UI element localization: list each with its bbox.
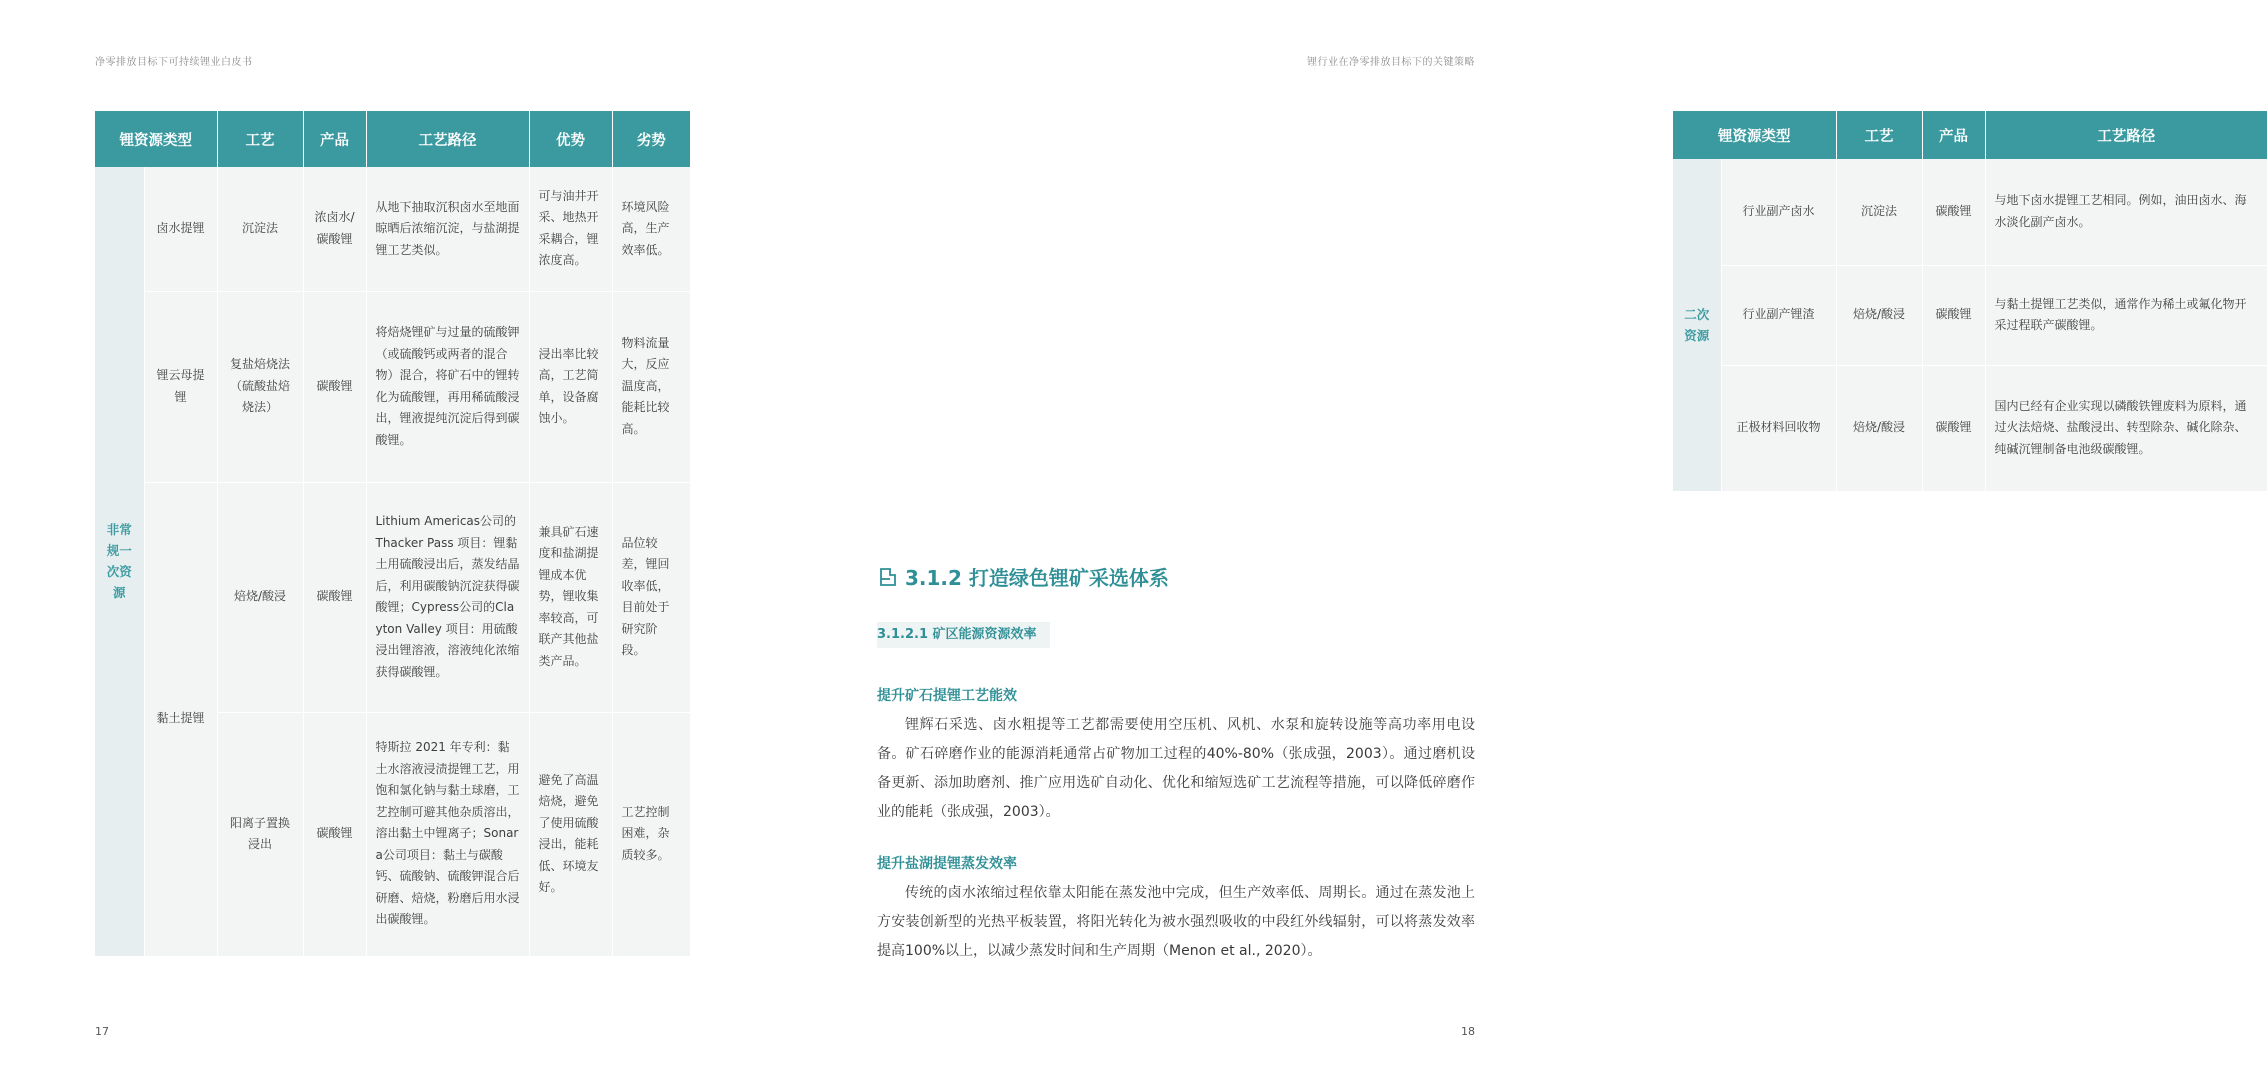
route-cell: 与黏土提锂工艺类似，通常作为稀土或氟化物开采过程联产碳酸锂。 — [1985, 265, 2267, 365]
running-head: 净零排放目标下可持续锂业白皮书 — [95, 57, 253, 68]
route-cell: 将焙烧锂矿与过量的硫酸钾（或硫酸钙或两者的混合物）混合，将矿石中的锂转化为硫酸锂，再用稀硫酸浸出，锂液提纯沉淀后得到碳酸锂。 — [366, 291, 529, 482]
bookmark-icon — [877, 566, 899, 588]
product-cell: 碳酸锂 — [303, 712, 366, 956]
product-cell: 浓卤水/碳酸锂 — [303, 167, 366, 291]
paragraph-title: 提升盐湖提锂蒸发效率 — [877, 856, 1017, 872]
process-cell: 阳离子置换浸出 — [217, 712, 303, 956]
header-resource-type: 锂资源类型 — [1673, 111, 1836, 159]
paragraph-title: 提升矿石提锂工艺能效 — [877, 688, 1017, 704]
category-cell: 非常规一次资源 — [95, 167, 144, 956]
process-cell: 焙烧/酸浸 — [217, 482, 303, 712]
header-process: 工艺 — [1836, 111, 1922, 159]
table-row — [95, 167, 690, 291]
process-cell: 焙烧/酸浸 — [1836, 265, 1922, 365]
table-row — [95, 291, 690, 482]
header-disadvantage: 劣势 — [612, 111, 690, 167]
product-cell: 碳酸锂 — [303, 291, 366, 482]
route-cell: 特斯拉 2021 年专利：黏土水溶液浸渍提锂工艺，用饱和氯化钠与黏土球磨，工艺控制可避其他杂质溶出，溶出黏土中锂离子；Sonara公司项目：黏土与碳酸钙、硫酸钠、硫酸钾混合后研磨、焙烧，粉磨后用水浸出碳酸锂。 — [366, 712, 529, 956]
header-resource-type: 锂资源类型 — [95, 111, 217, 167]
paragraph-body: 传统的卤水浓缩过程依靠太阳能在蒸发池中完成，但生产效率低、周期长。通过在蒸发池上方安装创新型的光热平板装置，将阳光转化为被水强烈吸收的中段红外线辐射，可以将蒸发效率提高100%以上，以减少蒸发时间和生产周期（Menon et al., 2020）。 — [877, 885, 1475, 959]
advantage-cell: 避免了高温焙烧，避免了使用硫酸浸出，能耗低、环境友好。 — [529, 712, 612, 956]
product-cell: 碳酸锂 — [1922, 365, 1985, 491]
subtype-cell: 黏土提锂 — [144, 482, 217, 956]
subtype-cell: 正极材料回收物 — [1721, 365, 1836, 491]
section-title: 3.1.2 打造绿色锂矿采选体系 — [905, 566, 1169, 590]
header-product: 产品 — [1922, 111, 1985, 159]
table-row — [1673, 265, 2267, 365]
header-product: 产品 — [303, 111, 366, 167]
subsection-heading: 3.1.2.1 矿区能源资源效率 — [877, 622, 1050, 648]
advantage-cell: 兼具矿石速度和盐湖提锂成本优势，锂收集率较高，可联产其他盐类产品。 — [529, 482, 612, 712]
disadvantage-cell: 环境风险高，生产效率低。 — [612, 167, 690, 291]
advantage-cell: 可与油井开采、地热开采耦合，锂浓度高。 — [529, 167, 612, 291]
right-page — [793, 0, 2247, 1077]
disadvantage-cell: 工艺控制困难，杂质较多。 — [612, 712, 690, 956]
section-heading — [877, 562, 1169, 591]
subtype-cell: 卤水提锂 — [144, 167, 217, 291]
route-cell: 与地下卤水提锂工艺相同。例如，油田卤水、海水淡化副产卤水。 — [1985, 159, 2267, 265]
product-cell: 碳酸锂 — [1922, 159, 1985, 265]
paragraph-body: 锂辉石采选、卤水粗提等工艺都需要使用空压机、风机、水泵和旋转设施等高功率用电设备。矿石碎磨作业的能源消耗通常占矿物加工过程的40%-80%（张成强，2003）。通过磨机设备更新、添加助磨剂、推广应用选矿自动化、优化和缩短选矿工艺流程等措施，可以降低碎磨作业的能耗（张成强，2003）。 — [877, 717, 1475, 820]
disadvantage-cell: 品位较差，锂回收率低，目前处于研究阶段。 — [612, 482, 690, 712]
page-number: 18 — [1461, 1025, 1475, 1038]
page-number: 17 — [95, 1025, 109, 1038]
table-row — [1673, 365, 2267, 491]
process-cell: 沉淀法 — [217, 167, 303, 291]
product-cell: 碳酸锂 — [303, 482, 366, 712]
table-row — [1673, 159, 2267, 265]
subtype-cell: 锂云母提锂 — [144, 291, 217, 482]
disadvantage-cell: 物料流量大，反应温度高，能耗比较高。 — [612, 291, 690, 482]
route-cell: 从地下抽取沉积卤水至地面晾晒后浓缩沉淀，与盐湖提锂工艺类似。 — [366, 167, 529, 291]
header-route: 工艺路径 — [1985, 111, 2267, 159]
secondary-resource-table — [1673, 111, 2268, 492]
process-cell: 沉淀法 — [1836, 159, 1922, 265]
category-cell: 二次资源 — [1673, 159, 1721, 491]
process-cell: 焙烧/酸浸 — [1836, 365, 1922, 491]
product-cell: 碳酸锂 — [1922, 265, 1985, 365]
header-process: 工艺 — [217, 111, 303, 167]
subtype-cell: 行业副产卤水 — [1721, 159, 1836, 265]
running-head: 锂行业在净零排放目标下的关键策略 — [1307, 57, 1475, 68]
table-row — [95, 482, 690, 712]
process-cell: 复盐焙烧法（硫酸盐焙烧法） — [217, 291, 303, 482]
lithium-resource-table — [95, 111, 691, 957]
route-cell: Lithium Americas公司的Thacker Pass 项目：锂黏土用硫酸浸出后，蒸发结晶后，利用碳酸钠沉淀获得碳酸锂；Cypress公司的Clayton Valley 项目：用硫酸浸出锂溶液，溶液纯化浓缩获得碳酸锂。 — [366, 482, 529, 712]
header-route: 工艺路径 — [366, 111, 529, 167]
left-page — [0, 0, 793, 1077]
subtype-cell: 行业副产锂渣 — [1721, 265, 1836, 365]
route-cell: 国内已经有企业实现以磷酸铁锂废料为原料，通过火法焙烧、盐酸浸出、转型除杂、碱化除杂、纯碱沉锂制备电池级碳酸锂。 — [1985, 365, 2267, 491]
header-advantage: 优势 — [529, 111, 612, 167]
advantage-cell: 浸出率比较高，工艺简单，设备腐蚀小。 — [529, 291, 612, 482]
